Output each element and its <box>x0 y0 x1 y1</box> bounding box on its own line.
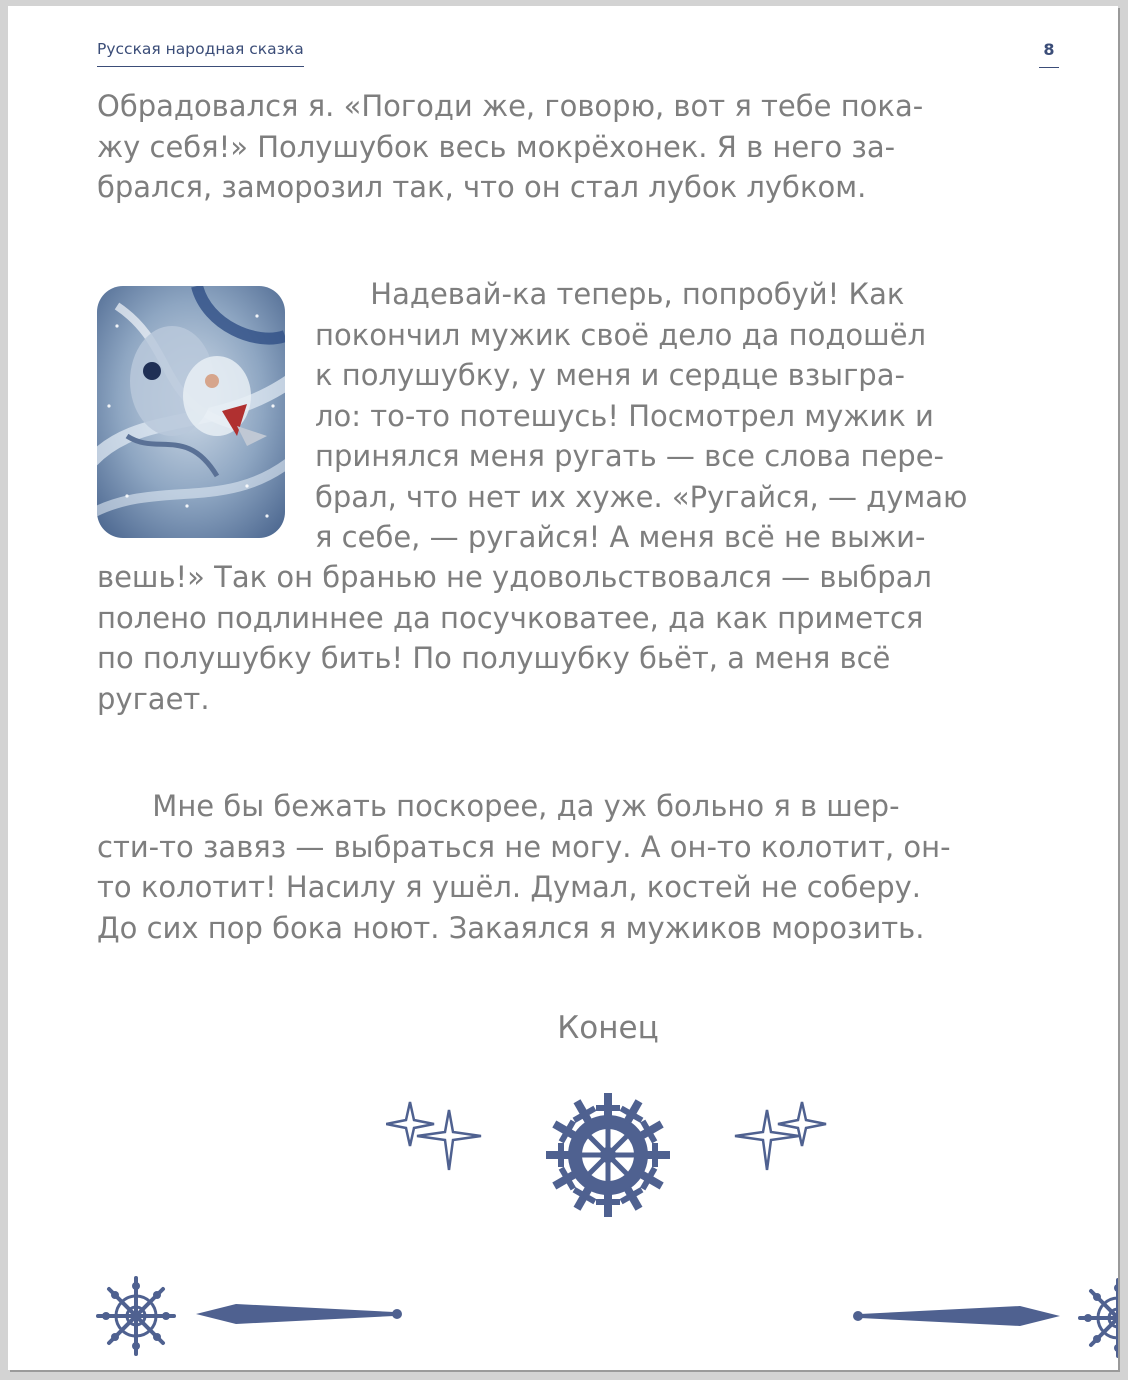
text-line: я себе, — ругайся! А меня всё не выжи- <box>315 520 926 554</box>
paragraph-2-wrapped <box>315 274 967 558</box>
text-line: то колотит! Насилу я ушёл. Думал, костей не соберу. <box>97 870 921 904</box>
arrow-ornament <box>196 1302 406 1332</box>
arrow-ornament <box>850 1304 1060 1334</box>
text-line: по полушубку бить! По полушубку бьёт, а меня всё <box>97 641 891 675</box>
snowflake-icon <box>1078 1278 1118 1358</box>
text-line: брался, заморозил так, что он стал лубок лубком. <box>97 170 867 204</box>
text-line: Надевай-ка теперь, попробуй! Как <box>315 277 905 311</box>
text-line: Обрадовался я. «Погоди же, говорю, вот я тебе пока- <box>97 89 924 123</box>
sparkle-icon <box>730 1090 830 1180</box>
sparkle-icon <box>386 1090 486 1180</box>
snowflake-icon <box>96 1276 176 1356</box>
text-line: к полушубку, у меня и сердце взыгра- <box>315 358 905 392</box>
text-line: Мне бы бежать поскорее, да уж больно я в шер- <box>97 789 900 823</box>
text-line: вешь!» Так он бранью не удовольствовался — выбрал <box>97 560 932 594</box>
text-line: ло: то-то потешусь! Посмотрел мужик и <box>315 398 934 433</box>
snowflake-icon <box>545 1092 671 1218</box>
book-page <box>8 6 1118 1370</box>
text-line: брал, что нет их хуже. «Ругайся, — думаю <box>315 479 968 514</box>
fairy-tale-illustration <box>97 286 285 538</box>
paragraph-1 <box>97 86 923 208</box>
ending-text: Конец <box>557 1010 659 1046</box>
paragraph-3 <box>97 786 951 948</box>
paragraph-2-continued <box>97 557 932 719</box>
text-line: покончил мужик своё дело да подошёл <box>315 317 927 352</box>
text-line: До сих пор бока ноют. Закаялся я мужиков морозить. <box>97 910 925 945</box>
text-line: жу себя!» Полушубок весь мокрёхонек. Я в него за- <box>97 129 896 164</box>
page-number: 8 <box>1039 40 1059 68</box>
running-header-title: Русская народная сказка <box>97 40 304 67</box>
text-line: полено подлиннее да посучковатее, да как примется <box>97 600 924 635</box>
text-line: сти-то завяз — выбраться не могу. А он-то колотит, он- <box>97 829 951 864</box>
text-line: принялся меня ругать — все слова пере- <box>315 439 945 473</box>
text-line: ругает. <box>97 681 210 716</box>
